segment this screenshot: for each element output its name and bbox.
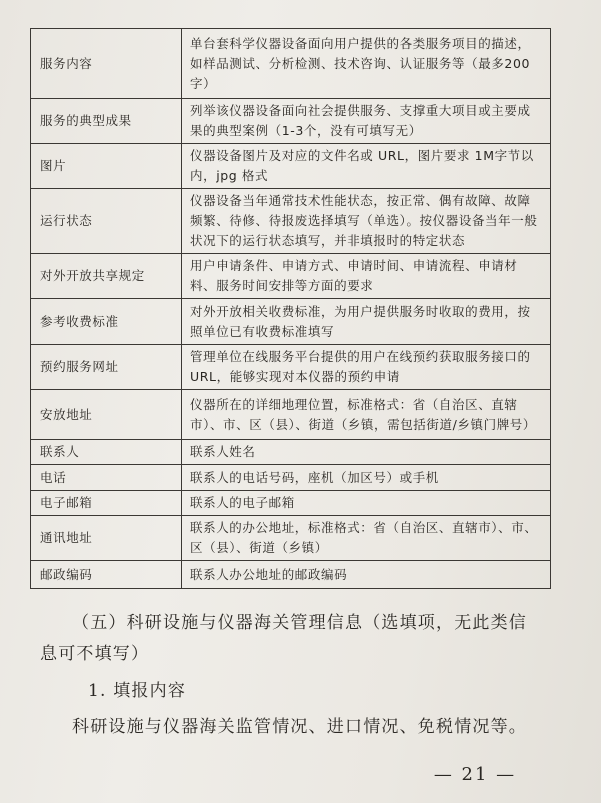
field-description: 单台套科学仪器设备面向用户提供的各类服务项目的描述，如样品测试、分析检测、技术咨询、认证服务等（最多200字） <box>182 29 551 99</box>
field-label: 参考收费标准 <box>31 299 182 345</box>
field-label: 运行状态 <box>31 189 182 254</box>
field-label: 通讯地址 <box>31 516 182 561</box>
subsection-item: 1. 填报内容 <box>88 681 187 701</box>
field-label: 图片 <box>31 144 182 189</box>
field-label: 服务内容 <box>31 29 182 99</box>
table-row <box>31 254 551 299</box>
table-row <box>31 345 551 390</box>
field-description: 仪器所在的详细地理位置，标准格式：省（自治区、直辖市）、市、区（县）、街道（乡镇，需包括街道/乡镇门牌号） <box>182 390 551 440</box>
table-row <box>31 440 551 465</box>
table-row <box>31 390 551 440</box>
field-label: 安放地址 <box>31 390 182 440</box>
field-description: 仪器设备当年通常技术性能状态，按正常、偶有故障、故障频繁、待修、待报废选择填写（单选）。按仪器设备当年一般状况下的运行状态填写，并非填报时的特定状态 <box>182 189 551 254</box>
table-row <box>31 29 551 99</box>
table-row <box>31 465 551 491</box>
field-description: 联系人的办公地址，标准格式：省（自治区、直辖市）、市、区（县）、街道（乡镇） <box>182 516 551 561</box>
field-label: 对外开放共享规定 <box>31 254 182 299</box>
field-description: 管理单位在线服务平台提供的用户在线预约获取服务接口的 URL，能够实现对本仪器的预约申请 <box>182 345 551 390</box>
field-label: 服务的典型成果 <box>31 99 182 144</box>
table-row <box>31 299 551 345</box>
field-label: 预约服务网址 <box>31 345 182 390</box>
table-row <box>31 99 551 144</box>
field-label: 联系人 <box>31 440 182 465</box>
field-description: 对外开放相关收费标准，为用户提供服务时收取的费用，按照单位已有收费标准填写 <box>182 299 551 345</box>
field-description: 联系人的电子邮箱 <box>182 491 551 516</box>
section-heading-continued: 息可不填写） <box>40 644 150 664</box>
field-description: 联系人姓名 <box>182 440 551 465</box>
table-row <box>31 561 551 589</box>
field-label: 电子邮箱 <box>31 491 182 516</box>
field-label: 电话 <box>31 465 182 491</box>
page-number: — 21 — <box>433 764 517 785</box>
field-description: 列举该仪器设备面向社会提供服务、支撑重大项目或主要成果的典型案例（1-3个，没有可填写无） <box>182 99 551 144</box>
body-text: 科研设施与仪器海关监管情况、进口情况、免税情况等。 <box>72 717 527 737</box>
field-description: 联系人的电话号码，座机（加区号）或手机 <box>182 465 551 491</box>
field-description: 仪器设备图片及对应的文件名或 URL，图片要求 1M字节以内，jpg 格式 <box>182 144 551 189</box>
table-row <box>31 189 551 254</box>
field-label: 邮政编码 <box>31 561 182 589</box>
table-row <box>31 516 551 561</box>
section-heading: （五）科研设施与仪器海关管理信息（选填项，无此类信 <box>72 613 527 633</box>
field-description: 用户申请条件、申请方式、申请时间、申请流程、申请材料、服务时间安排等方面的要求 <box>182 254 551 299</box>
table-row <box>31 491 551 516</box>
table-row <box>31 144 551 189</box>
field-definition-table <box>30 28 551 589</box>
field-description: 联系人办公地址的邮政编码 <box>182 561 551 589</box>
